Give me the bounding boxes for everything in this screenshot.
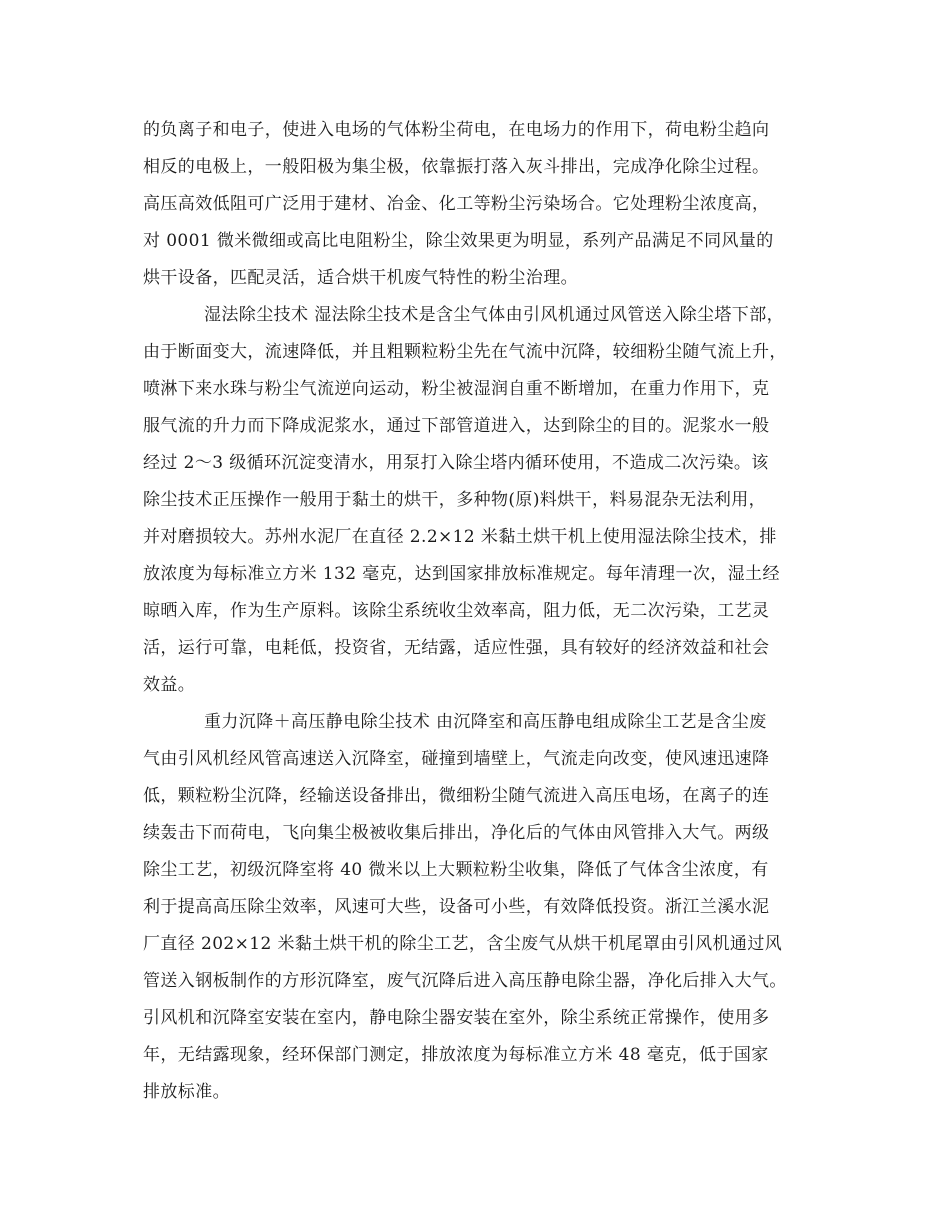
paragraph-1-line-1: 的负离子和电子，使进入电场的气体粉尘荷电，在电场力的作用下，荷电粉尘趋向 [143, 120, 770, 140]
paragraph-1-line-4: 对 0001 微米微细或高比电阻粉尘，除尘效果更为明显，系列产品满足不同风量的 [143, 231, 774, 251]
paragraph-2-line-3: 喷淋下来水珠与粉尘气流逆向运动，粉尘被湿润自重不断增加，在重力作用下，克 [143, 379, 770, 399]
paragraph-1-line-5: 烘干设备，匹配灵活，适合烘干机废气特性的粉尘治理。 [143, 268, 578, 288]
paragraph-2-line-7: 并对磨损较大。苏州水泥厂在直径 2.2×12 米黏土烘干机上使用湿法除尘技术，排 [143, 527, 777, 547]
paragraph-1-line-3: 高压高效低阻可广泛用于建材、冶金、化工等粉尘污染场合。它处理粉尘浓度高， [143, 194, 770, 214]
paragraph-3-line-3: 低，颗粒粉尘沉降，经输送设备排出，微细粉尘随气流进入高压电场，在离子的连 [143, 786, 770, 806]
paragraph-2-line-2: 由于断面变大，流速降低，并且粗颗粒粉尘先在气流中沉降，较细粉尘随气流上升， [143, 342, 787, 362]
paragraph-3-line-5: 除尘工艺，初级沉降室将 40 微米以上大颗粒粉尘收集，降低了气体含尘浓度，有 [143, 860, 769, 880]
paragraph-2-line-9: 晾晒入库，作为生产原料。该除尘系统收尘效率高，阻力低，无二次污染，工艺灵 [143, 601, 770, 621]
paragraph-3-line-6: 利于提高高压除尘效率，风速可大些，设备可小些，有效降低投资。浙江兰溪水泥 [143, 897, 770, 917]
paragraph-3-line-9: 引风机和沉降室安装在室内，静电除尘器安装在室外，除尘系统正常操作，使用多 [143, 1008, 770, 1028]
paragraph-2-line-1: 湿法除尘技术 湿法除尘技术是含尘气体由引风机通过风管送入除尘塔下部， [204, 305, 785, 325]
paragraph-2-line-8: 放浓度为每标准立方米 132 毫克，达到国家排放标准规定。每年清理一次，湿土经 [143, 564, 780, 584]
paragraph-2-line-5: 经过 2～3 级循环沉淀变清水，用泵打入除尘塔内循环使用，不造成二次污染。该 [143, 453, 769, 473]
paragraph-3-line-2: 气由引风机经风管高速送入沉降室，碰撞到墙壁上，气流走向改变，使风速迅速降 [143, 749, 770, 769]
paragraph-1-line-2: 相反的电极上，一般阳极为集尘极，依靠振打落入灰斗排出，完成净化除尘过程。 [143, 157, 770, 177]
paragraph-3-line-8: 管送入钢板制作的方形沉降室，废气沉降后进入高压静电除尘器，净化后排入大气。 [143, 971, 787, 991]
paragraph-2-line-11: 效益。 [143, 675, 196, 695]
paragraph-3-line-11: 排放标准。 [143, 1082, 230, 1102]
paragraph-3-line-10: 年，无结露现象，经环保部门测定，排放浓度为每标准立方米 48 毫克，低于国家 [143, 1045, 769, 1065]
paragraph-2-line-4: 服气流的升力而下降成泥浆水，通过下部管道进入，达到除尘的目的。泥浆水一般 [143, 416, 770, 436]
paragraph-3-line-7: 厂直径 202×12 米黏土烘干机的除尘工艺，含尘废气从烘干机尾罩由引风机通过风 [143, 934, 783, 954]
paragraph-2-line-10: 活，运行可靠，电耗低，投资省，无结露，适应性强，具有较好的经济效益和社会 [143, 638, 770, 658]
paragraph-3-line-4: 续轰击下而荷电，飞向集尘极被收集后排出，净化后的气体由风管排入大气。两级 [143, 823, 770, 843]
paragraph-3-line-1: 重力沉降＋高压静电除尘技术 由沉降室和高压静电组成除尘工艺是含尘废 [204, 712, 767, 732]
paragraph-2-line-6: 除尘技术正压操作一般用于黏土的烘干，多种物(原)料烘干，料易混杂无法利用， [143, 490, 767, 510]
